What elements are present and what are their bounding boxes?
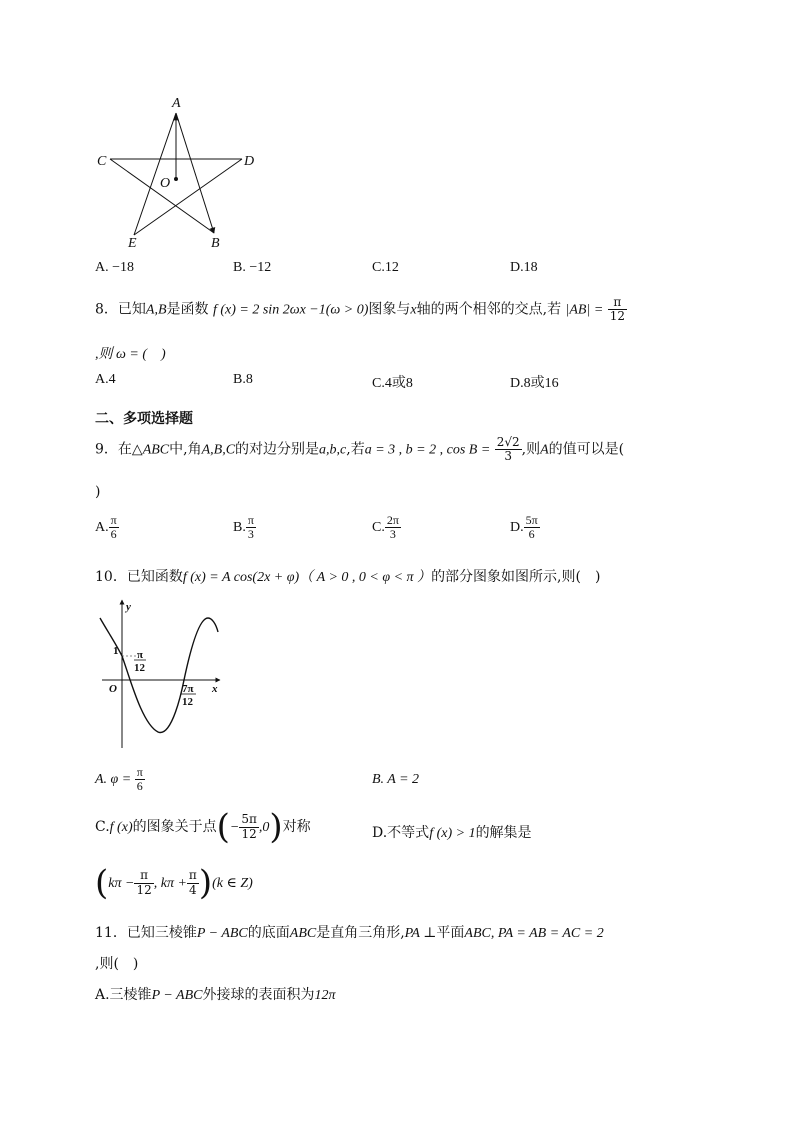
q8-option-b: B.8	[233, 372, 253, 387]
star-figure	[90, 93, 270, 253]
tick-pi12-num: π	[137, 649, 144, 661]
tick-7pi12-num: 7π	[182, 683, 194, 695]
label-B: B	[211, 236, 220, 251]
q11-stem: 11．已知三棱锥P − ABC的底面ABC是直角三角形,PA ⊥平面ABC, PA = AB = AC = 2	[95, 925, 604, 941]
label-x: x	[212, 683, 218, 695]
label-origin: O	[109, 683, 117, 695]
q9-option-c: C. $\frac{2\pi}{3}$	[372, 513, 399, 542]
label-O: O	[160, 176, 171, 191]
q7-option-c: C.12	[372, 260, 399, 275]
star-edge-AE	[134, 113, 176, 235]
label-A: A	[172, 96, 181, 111]
label-C: C	[97, 154, 107, 169]
q8-option-a: A.4	[95, 372, 116, 387]
q10-stem: 10．已知函数f (x) = A cos(2x + φ)（ A > 0 , 0 < φ < π ）的部分图象如图所示,则( )	[95, 569, 601, 585]
label-y: y	[126, 601, 131, 613]
q9-option-d: D. $\frac{5\pi}{6}$	[510, 513, 538, 542]
tick-pi12-den: 12	[134, 662, 145, 674]
cosine-curve	[100, 618, 218, 733]
q7-option-a: A. −18	[95, 260, 135, 275]
point-O	[174, 177, 178, 181]
q8-stem-line2: ,则 ω = ( )	[95, 347, 166, 362]
q10-option-d: D.不等式f (x) > 1的解集是	[372, 825, 532, 841]
q8-option-d: D.8或16	[510, 376, 559, 391]
section-heading: 二、多项选择题	[95, 411, 193, 427]
q9-stem: 9．在△ABC中,角A,B,C的对边分别是a,b,c,若a = 3 , b = 2 , cos B = $\frac{2√2}{3}$ ,则A的值可以是(	[95, 435, 625, 464]
label-E: E	[128, 236, 137, 251]
q10-option-d-solution: (kπ − $\frac{\pi}{12}$ , kπ + $\frac{\pi}{4}$ )(k ∈ Z)	[95, 863, 253, 903]
q11-stem-line2: ,则( )	[95, 956, 139, 972]
q7-option-d: D.18	[510, 260, 538, 275]
label-one: 1	[113, 645, 119, 657]
q7-option-b: B. −12	[233, 260, 272, 275]
label-D: D	[244, 154, 255, 169]
q9-option-a: A. $\frac{\pi}{6}$	[95, 513, 117, 542]
q9-close-paren: )	[95, 484, 101, 500]
tick-7pi12-den: 12	[182, 696, 193, 708]
q8-stem: 8．已知A,B是函数 f (x) = 2 sin 2ωx −1(ω > 0)图象与x轴的两个相邻的交点,若 |AB| = $\frac{\pi}{12}$	[95, 295, 626, 324]
star-edge-CB	[110, 159, 214, 233]
q11-option-a: A.三棱锥P − ABC外接球的表面积为12π	[95, 987, 336, 1003]
q10-option-a: A. φ = $\frac{\pi}{6}$	[95, 765, 143, 794]
q8-option-c: C.4或8	[372, 376, 413, 391]
q9-option-b: B. $\frac{\pi}{3}$	[233, 513, 254, 542]
q10-option-b: B. A = 2	[372, 772, 420, 787]
q10-option-c: C.f (x)的图象关于点(− $\frac{5\pi}{12}$ ,0)对称	[95, 807, 311, 847]
star-edge-ED	[134, 159, 242, 235]
cosine-graph	[92, 596, 232, 756]
vector-AB	[176, 113, 214, 233]
